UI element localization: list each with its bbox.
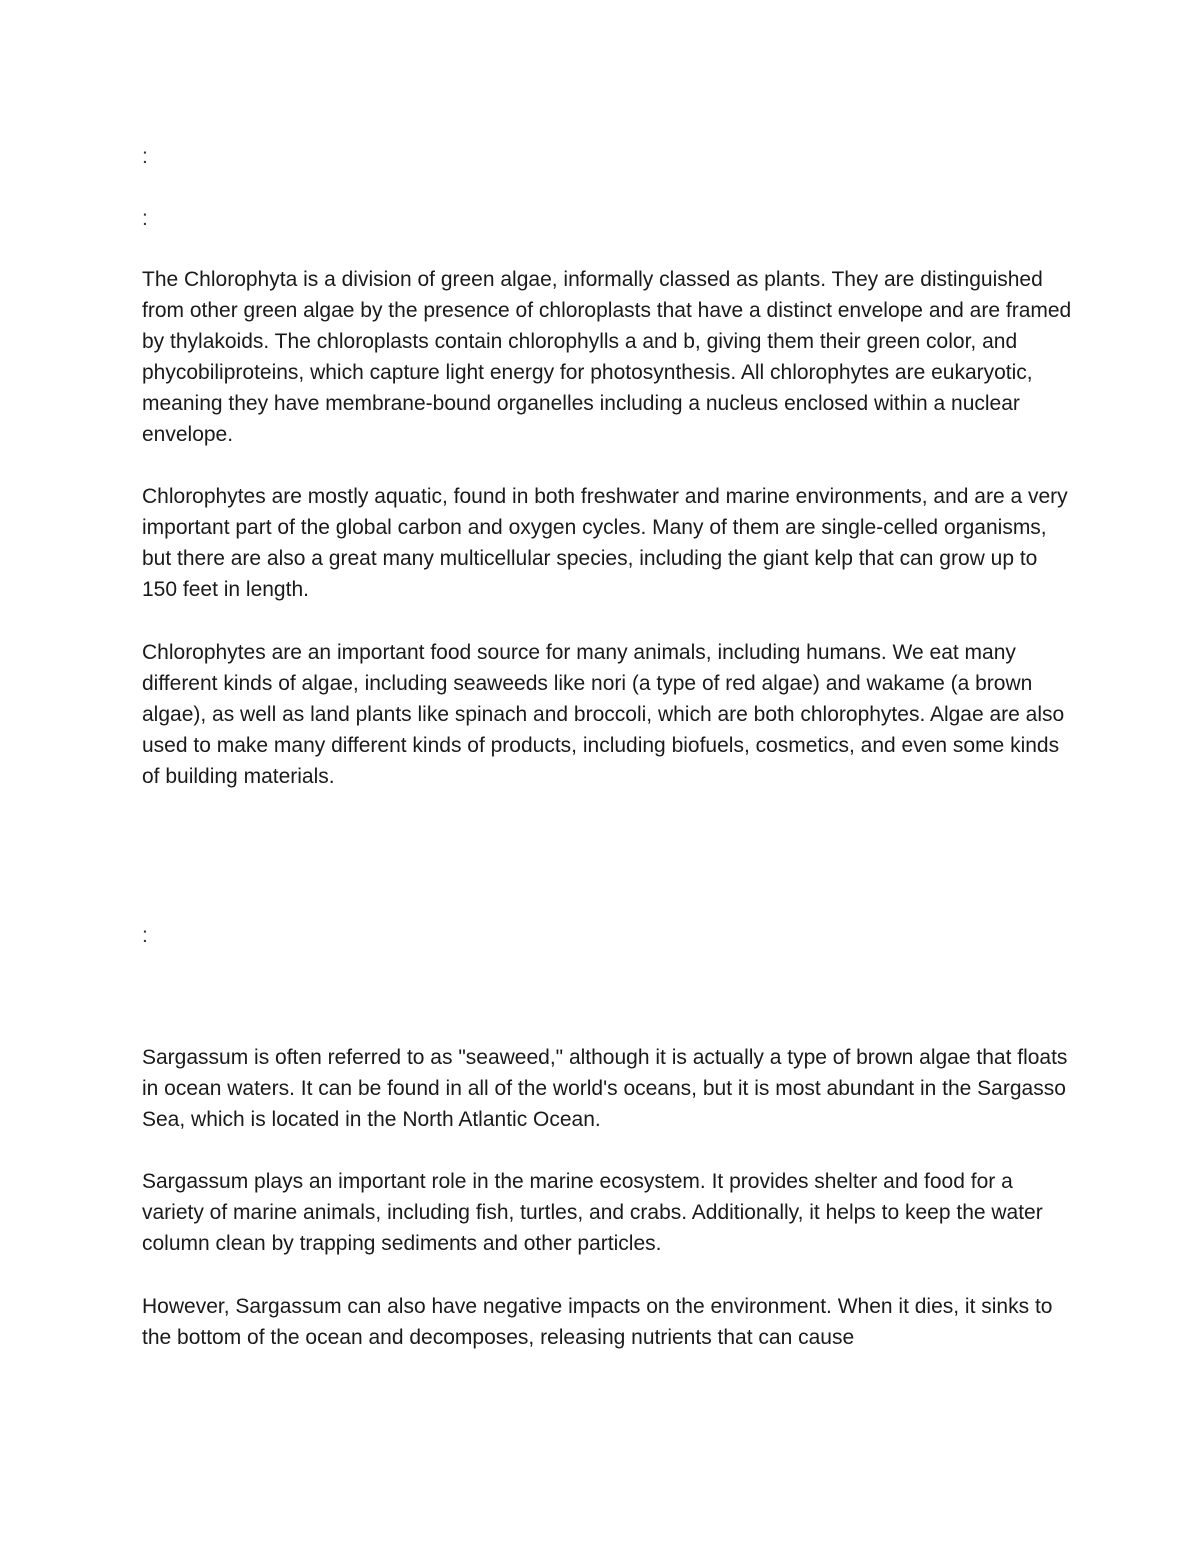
section-marker-1: :: [142, 145, 148, 168]
section-marker-3: :: [142, 924, 148, 947]
paragraph-sargassum-role: Sargassum plays an important role in the marine ecosystem. It provides shelter and food for a variety of marine animals, including fish, turtles, and crabs. Additionally, it helps to keep the water column clean by trapping sediments and other particles.: [142, 1170, 1043, 1255]
paragraph-sargassum-impacts: However, Sargassum can also have negative impacts on the environment. When it dies, it sinks to the bottom of the ocean and decomposes, releasing nutrients that can cause: [142, 1295, 1053, 1349]
section-marker-2: :: [142, 207, 148, 230]
paragraph-chlorophytes-food: Chlorophytes are an important food source for many animals, including humans. We eat many different kinds of algae, including seaweeds like nori (a type of red algae) and wakame (a brown algae), as well as land plants like spinach and broccoli, which are both chlorophytes. Algae are also used to make many different kinds of products, including biofuels, cosmetics, and even some kinds of building materials.: [142, 641, 1065, 788]
paragraph-chlorophyta-intro: The Chlorophyta is a division of green algae, informally classed as plants. They are distinguished from other green algae by the presence of chloroplasts that have a distinct envelope and are framed by thylakoids. The chloroplasts contain chlorophylls a and b, giving them their green color, and phycobiliproteins, which capture light energy for photosynthesis. All chlorophytes are eukaryotic, meaning they have membrane-bound organelles including a nucleus enclosed within a nuclear envelope.: [142, 268, 1072, 446]
paragraph-sargassum-intro: Sargassum is often referred to as "seaweed," although it is actually a type of brown algae that floats in ocean waters. It can be found in all of the world's oceans, but it is most abundant in the Sargasso Sea, which is located in the North Atlantic Ocean.: [142, 1046, 1068, 1131]
paragraph-chlorophytes-habitat: Chlorophytes are mostly aquatic, found in both freshwater and marine environments, and are a very important part of the global carbon and oxygen cycles. Many of them are single-celled organisms, but there are also a great many multicellular species, including the giant kelp that can grow up to 150 feet in length.: [142, 485, 1068, 601]
